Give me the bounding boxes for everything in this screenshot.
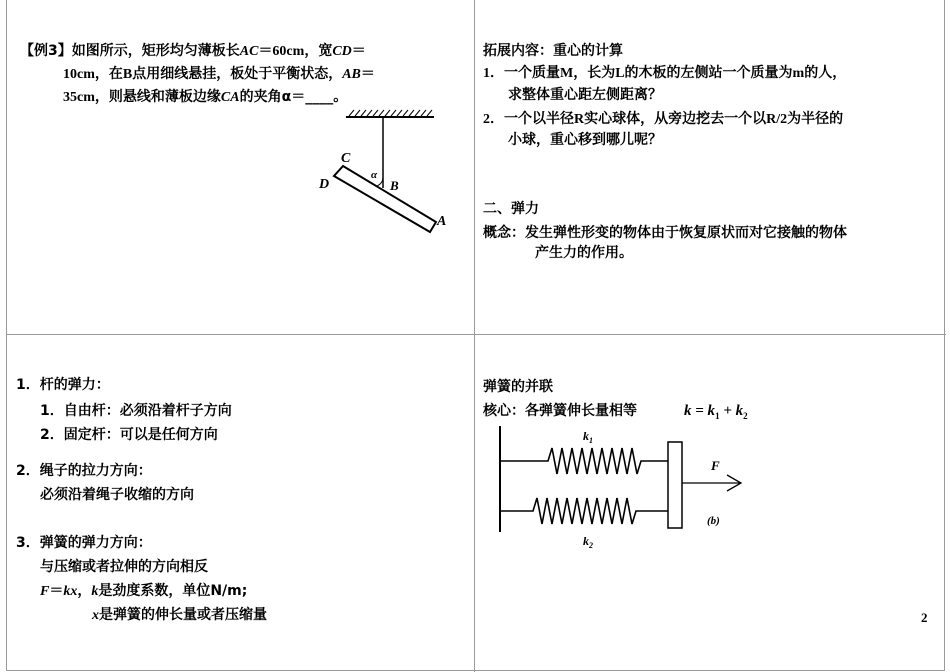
concept-line2: 产生力的作用。 bbox=[535, 245, 633, 261]
q3-text: 是弹簧的伸长量或者压缩量 bbox=[99, 607, 267, 623]
q3-h2: 2．绳子的拉力方向： bbox=[16, 463, 152, 479]
q1-text: ＝ bbox=[360, 66, 375, 82]
q1-text: 【例3】如图所示，矩形均匀薄板长 bbox=[20, 43, 240, 59]
eq-k: k bbox=[684, 403, 692, 419]
q3-text: 是劲度系数，单位N/m; bbox=[98, 583, 248, 599]
concept-line1: 概念：发生弹性形变的物体由于恢复原状而对它接触的物体 bbox=[483, 225, 847, 241]
label-a: A bbox=[437, 214, 447, 229]
q2-item2-line2: 小球，重心移到哪儿呢？ bbox=[508, 132, 662, 148]
var-f: F bbox=[40, 584, 50, 599]
q4-core: 核心：各弹簧伸长量相等 bbox=[483, 403, 637, 419]
var-kx: kx bbox=[63, 584, 78, 599]
eq-text: + k bbox=[719, 403, 744, 419]
eq-sub: 1 bbox=[715, 411, 720, 421]
q1-text: 35cm，则悬线和薄板边缘 bbox=[63, 90, 221, 105]
q3-text: ， bbox=[77, 583, 92, 599]
label-alpha: α bbox=[371, 169, 378, 181]
q1-text: 10cm，在B点用细线悬挂，板处于平衡状态， bbox=[63, 67, 343, 82]
label-k2: $k_2$ bbox=[583, 534, 593, 550]
label-d: D bbox=[319, 177, 330, 192]
q3-h2-a: 必须沿着绳子收缩的方向 bbox=[40, 487, 194, 503]
label-force-f: F bbox=[711, 458, 720, 473]
q1-text: 的夹角α＝____。 bbox=[239, 89, 348, 105]
var-x: x bbox=[92, 608, 99, 623]
q3-h1-a: 1．自由杆：必须沿着杆子方向 bbox=[40, 403, 232, 419]
q4-title: 弹簧的并联 bbox=[483, 379, 553, 395]
label-k1: $k_1$ bbox=[583, 429, 593, 445]
q3-h3: 3．弹簧的弹力方向： bbox=[16, 535, 152, 551]
q2-item1-line1: 1．一个质量M，长为L的木板的左侧站一个质量为m的人， bbox=[483, 66, 847, 81]
q2-item2-line1: 2．一个以半径R实心球体，从旁边挖去一个以R/2为半径的 bbox=[483, 112, 844, 127]
q1-text: ＝ bbox=[351, 43, 366, 59]
q1-text: ＝60cm，宽 bbox=[258, 44, 333, 59]
var-ca: CA bbox=[220, 90, 240, 105]
eq-sub: 2 bbox=[743, 411, 748, 421]
figure-caption: (b) bbox=[707, 515, 720, 527]
var-ab: AB bbox=[342, 67, 361, 82]
q3-h3-a: 与压缩或者拉伸的方向相反 bbox=[40, 559, 208, 575]
q3-h1: 1．杆的弹力： bbox=[16, 377, 110, 393]
q2-title: 拓展内容：重心的计算 bbox=[483, 43, 623, 59]
var-k: k bbox=[91, 584, 99, 599]
q3-h1-b: 2．固定杆：可以是任何方向 bbox=[40, 427, 218, 443]
var-cd: CD bbox=[332, 44, 352, 59]
label-c: C bbox=[341, 151, 351, 166]
q2-item1-line2: 求整体重心距左侧距离？ bbox=[508, 87, 662, 103]
label-b: B bbox=[390, 178, 399, 193]
q3-text: ＝ bbox=[49, 583, 64, 599]
var-ac: AC bbox=[239, 44, 259, 59]
eq-text: = k bbox=[691, 403, 716, 419]
section-heading: 二、弹力 bbox=[483, 201, 539, 217]
page-number: 2 bbox=[921, 610, 928, 625]
